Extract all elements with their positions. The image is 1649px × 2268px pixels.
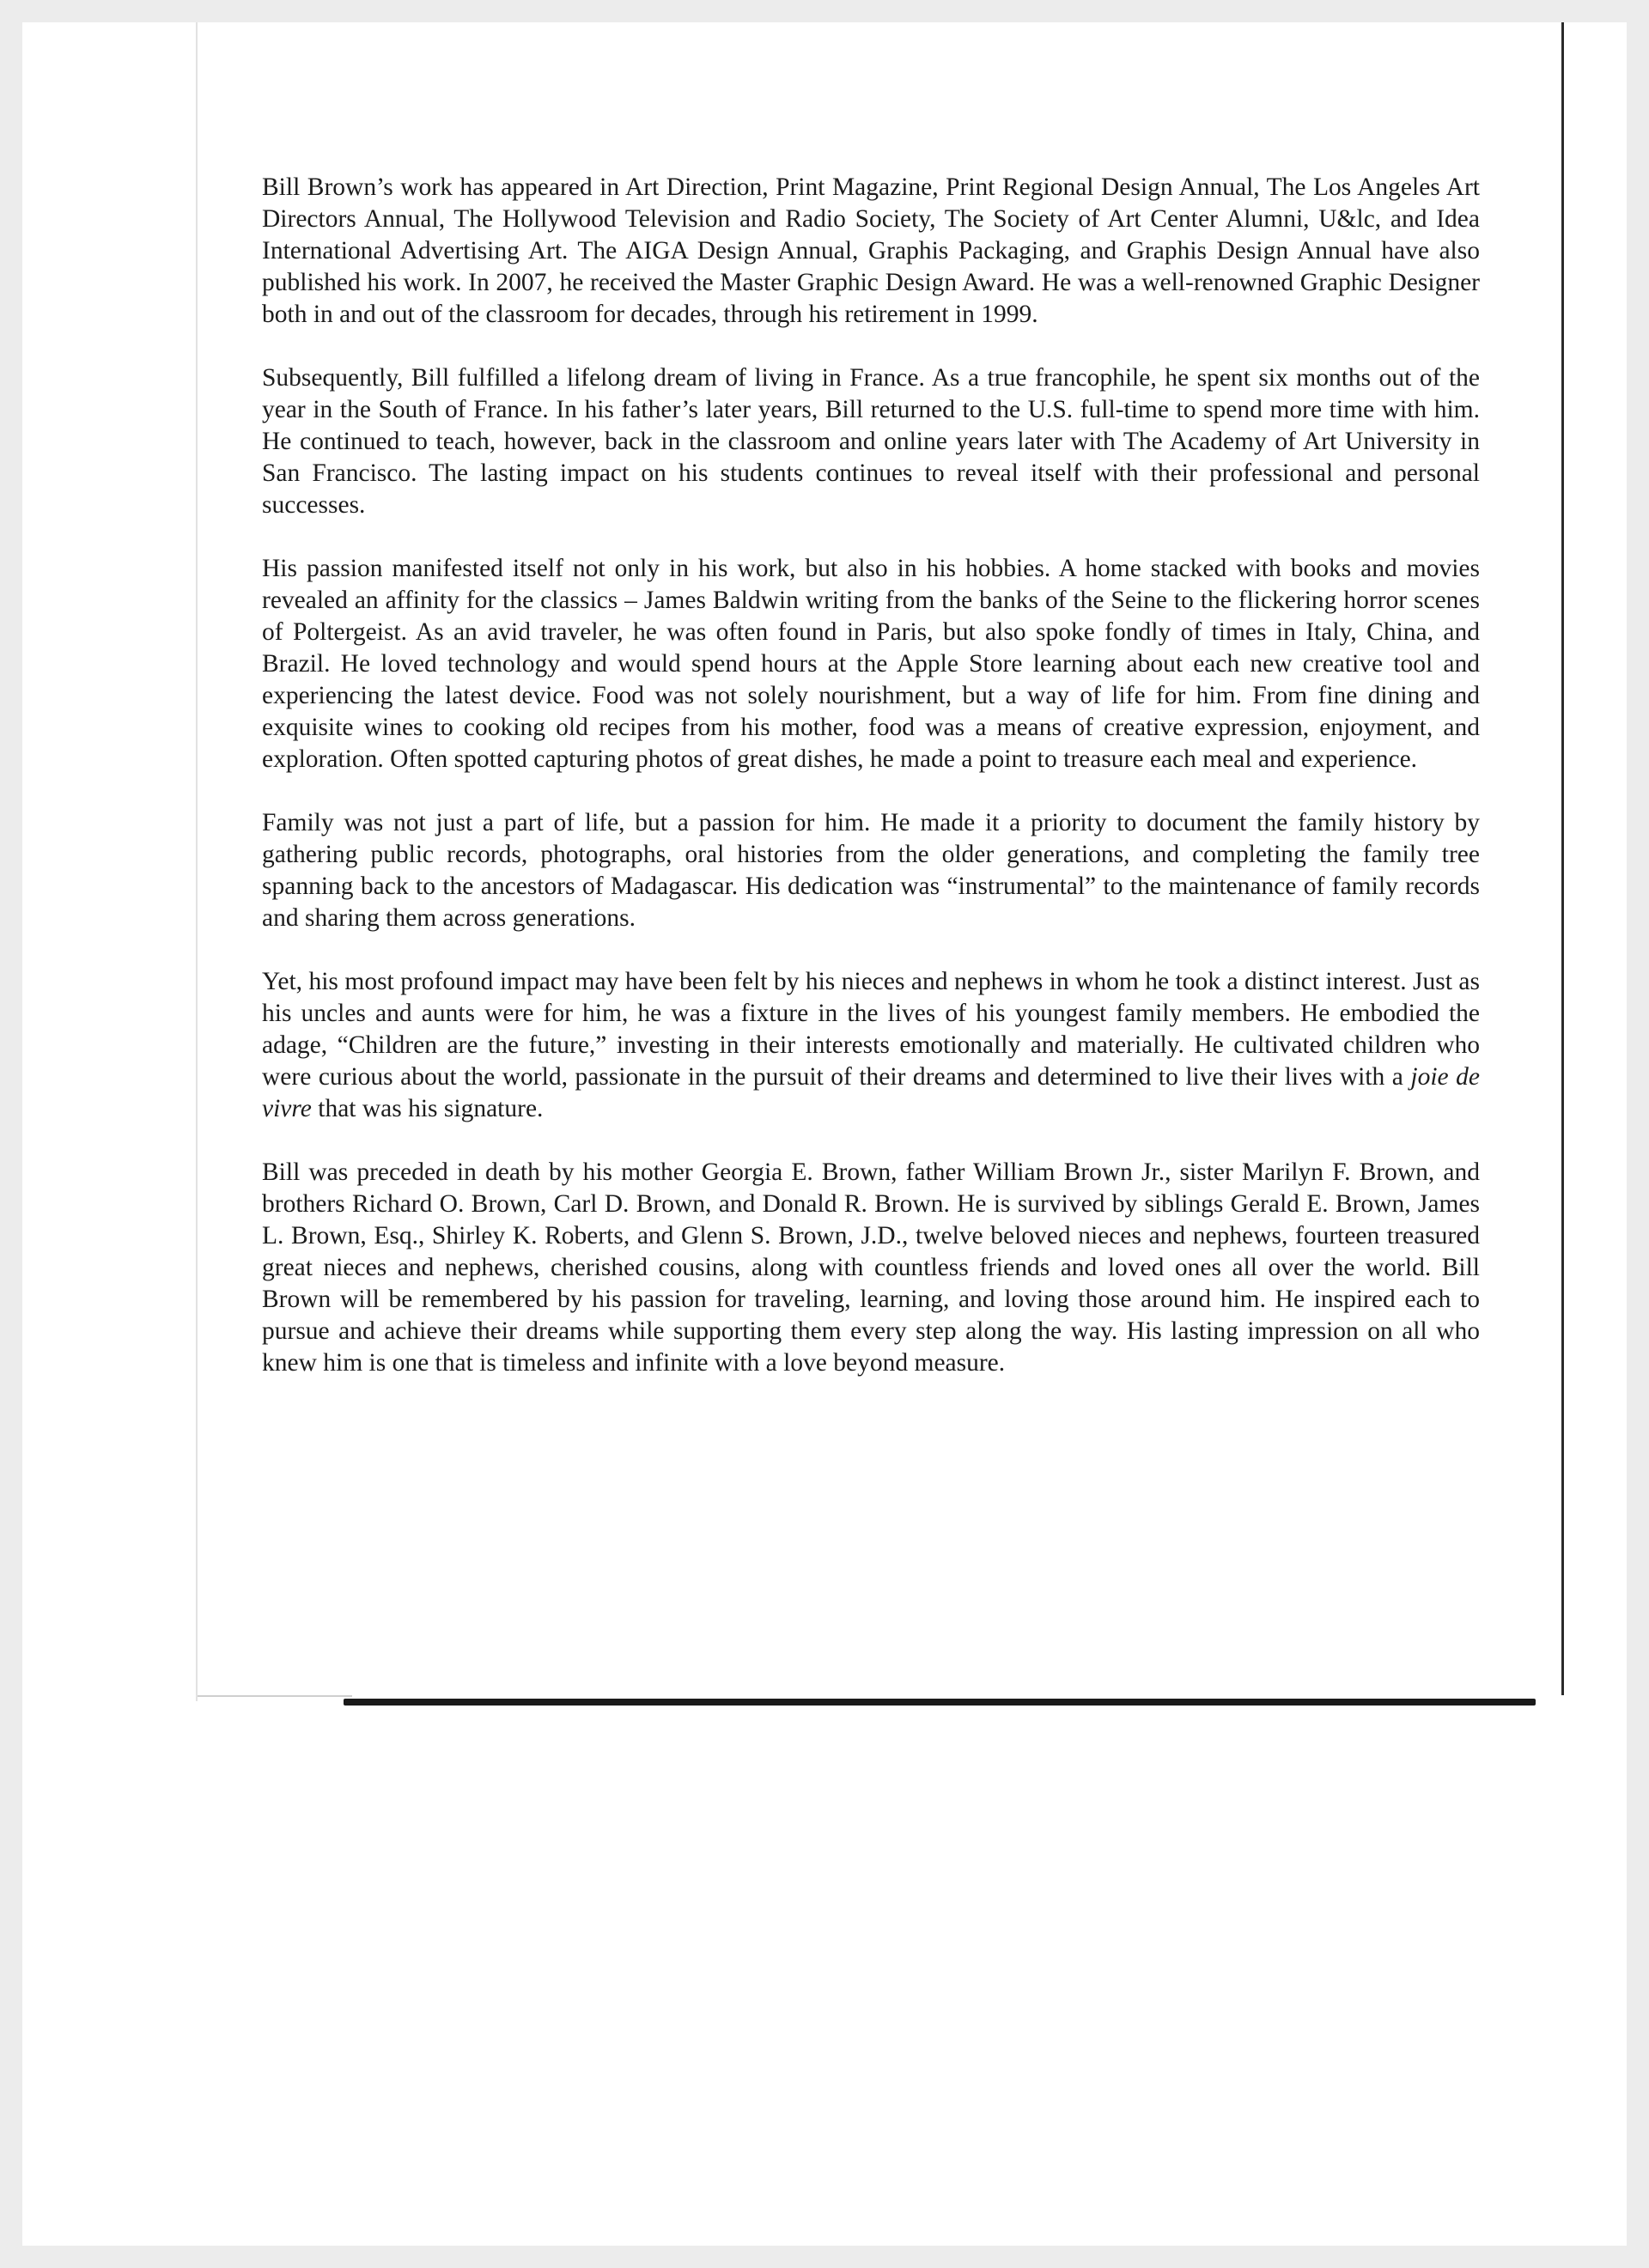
italic-phrase: joie de vivre bbox=[262, 1063, 1480, 1122]
paragraph-family: Family was not just a part of life, but a passion for him. He made it a priority to document the family history by gathering public records, photographs, oral histories from the older generations, and completing the family tree spanning back to the ancestors of Madagascar. His dedication was “instrumental” to the maintenance of family records and sharing them across generations. bbox=[262, 809, 1480, 932]
page-bottom-shadow bbox=[198, 1695, 352, 1697]
scan-border-left bbox=[0, 0, 22, 2268]
obituary-body bbox=[262, 172, 1480, 1379]
paragraph-text-before-italic: Yet, his most profound impact may have been felt by his nieces and nephews in whom he took a distinct interest. Just as his uncles and aunts were for him, he was a fixture in the lives of his youngest family members. He embodied the adage, “Children are the future,” investing in their interests emotionally and materially. He cultivated children who were curious about the world, passionate in the pursuit of their dreams and determined to live their lives with a bbox=[262, 968, 1480, 1091]
paragraph-hobbies: His passion manifested itself not only in his work, but also in his hobbies. A home stacked with books and movies revealed an affinity for the classics – James Baldwin writing from the banks of the Seine to the flickering horror scenes of Poltergeist. As an avid traveler, he was often found in Paris, but also spoke fondly of times in Italy, China, and Brazil. He loved technology and would spend hours at the Apple Store learning about each new creative tool and experiencing the latest device. Food was not solely nourishment, but a way of life for him. From fine dining and exquisite wines to cooking old recipes from his mother, food was a means of creative expression, enjoyment, and exploration. Often spotted capturing photos of great dishes, he made a point to treasure each meal and experience. bbox=[262, 555, 1480, 773]
paragraph-nieces-nephews bbox=[262, 966, 1480, 1125]
paragraph-career: Bill Brown’s work has appeared in Art Direction, Print Magazine, Print Regional Design Annual, The Los Angeles Art Directors Annual, The Hollywood Television and Radio Society, The Society of Art Center Alumni, U&lc, and Idea International Advertising Art. The AIGA Design Annual, Graphis Packaging, and Graphis Design Annual have also published his work. In 2007, he received the Master Graphic Design Award. He was a well-renowned Graphic Designer both in and out of the classroom for decades, through his retirement in 1999. bbox=[262, 173, 1480, 328]
paragraph-survivors: Bill was preceded in death by his mother Georgia E. Brown, father William Brown Jr., sister Marilyn F. Brown, and brothers Richard O. Brown, Carl D. Brown, and Donald R. Brown. He is survived by siblings Gerald E. Brown, James L. Brown, Esq., Shirley K. Roberts, and Glenn S. Brown, J.D., twelve beloved nieces and nephews, fourteen treasured great nieces and nephews, cherished cousins, along with countless friends and loved ones all over the world. Bill Brown will be remembered by his passion for traveling, learning, and loving those around him. He inspired each to pursue and achieve their dreams while supporting them every step along the way. His lasting impression on all who knew him is one that is timeless and infinite with a love beyond measure. bbox=[262, 1158, 1480, 1377]
page-right-edge bbox=[1561, 22, 1564, 1695]
scan-border-top bbox=[0, 0, 1649, 22]
paragraph-france: Subsequently, Bill fulfilled a lifelong dream of living in France. As a true francophile, he spent six months out of the year in the South of France. In his father’s later years, Bill returned to the U.S. full-time to spend more time with him. He continued to teach, however, back in the classroom and online years later with The Academy of Art University in San Francisco. The lasting impact on his students continues to reveal itself with their professional and personal successes. bbox=[262, 364, 1480, 519]
scan-border-bottom bbox=[0, 2246, 1649, 2268]
page-bottom-edge bbox=[344, 1699, 1536, 1706]
paragraph-text-after-italic: that was his signature. bbox=[311, 1095, 544, 1122]
scan-border-right bbox=[1627, 0, 1649, 2268]
